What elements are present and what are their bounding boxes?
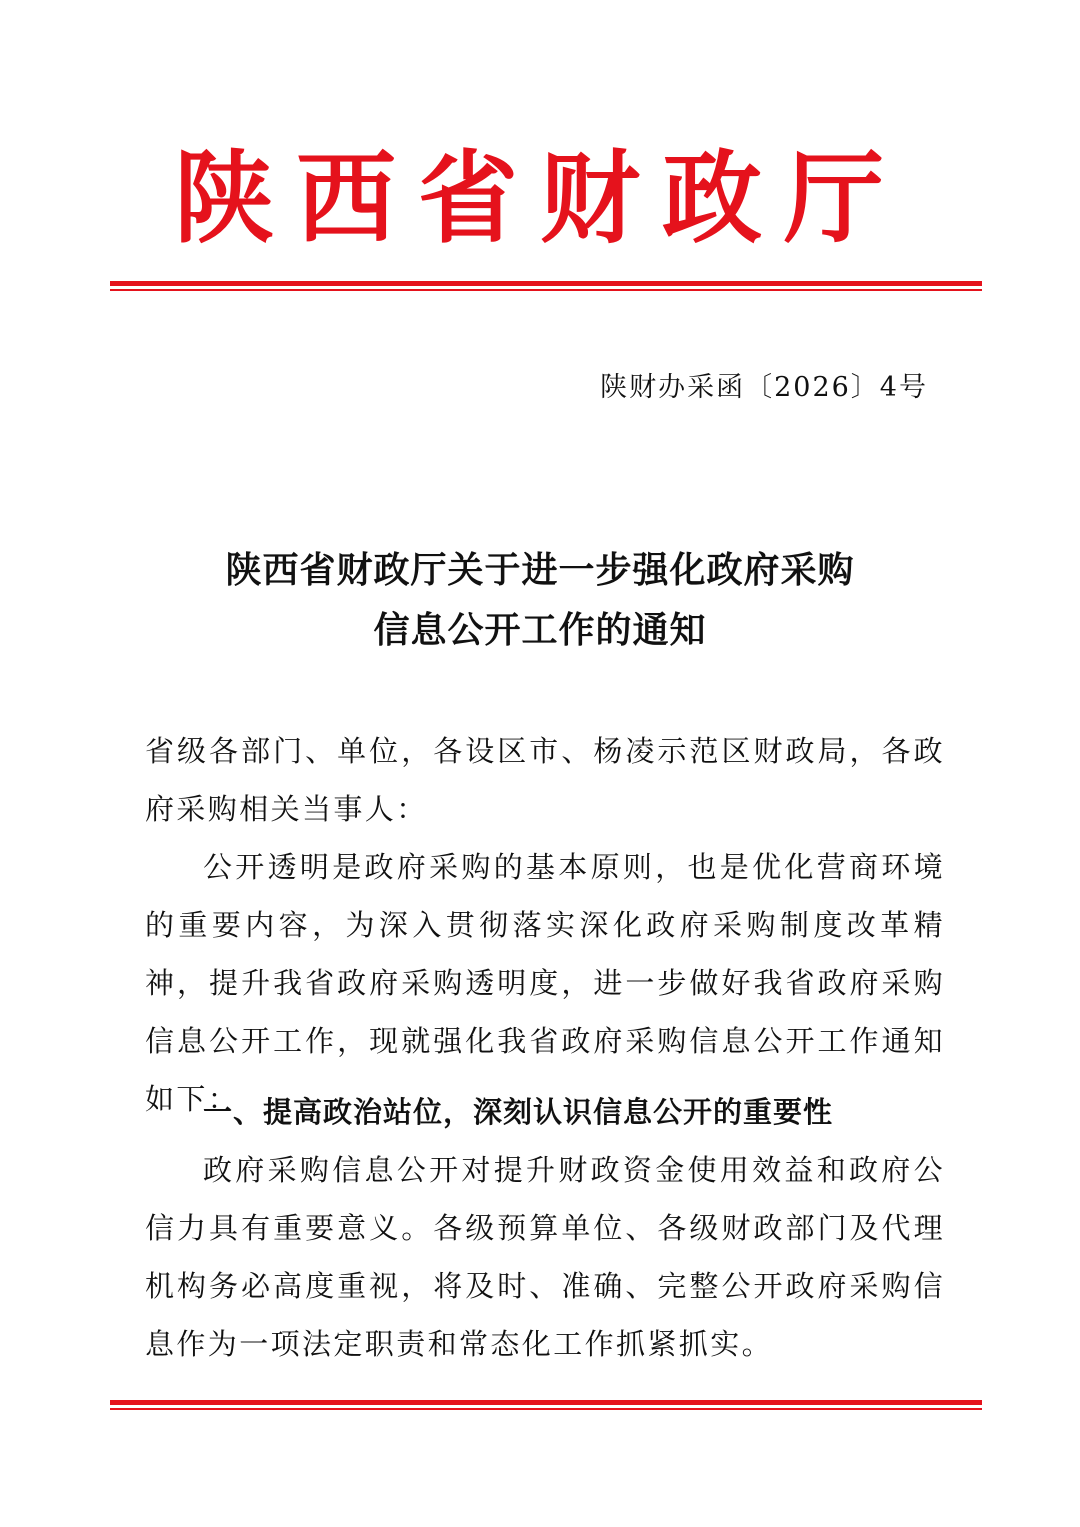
agency-masthead: 陕西省财政厅 (174, 139, 906, 257)
document-number: 陕财办采函〔2026〕4号 (600, 372, 928, 403)
document-title-line-2: 信息公开工作的通知 (373, 609, 707, 651)
body-paragraph-1: 公开透明是政府采购的基本原则，也是优化营商环境的重要内容，为深入贯彻落实深化政府采购制度改革精神，提升我省政府采购透明度，进一步做好我省政府采购信息公开工作，现就强化我省政府采购信息公开工作通知如下： (145, 850, 945, 1116)
masthead-divider (110, 281, 982, 291)
document-title-line-1: 陕西省财政厅关于进一步强化政府采购 (225, 549, 855, 591)
footer-divider (110, 1400, 982, 1410)
section-heading-1: 一、提高政治站位，深刻认识信息公开的重要性 (203, 1095, 834, 1129)
body-paragraph-2: 政府采购信息公开对提升财政资金使用效益和政府公信力具有重要意义。各级预算单位、各级财政部门及代理机构务必高度重视，将及时、准确、完整公开政府采购信息作为一项法定职责和常态化工作抓紧抓实。 (145, 1153, 945, 1361)
salutation: 省级各部门、单位，各设区市、杨凌示范区财政局，各政府采购相关当事人： (145, 734, 945, 826)
